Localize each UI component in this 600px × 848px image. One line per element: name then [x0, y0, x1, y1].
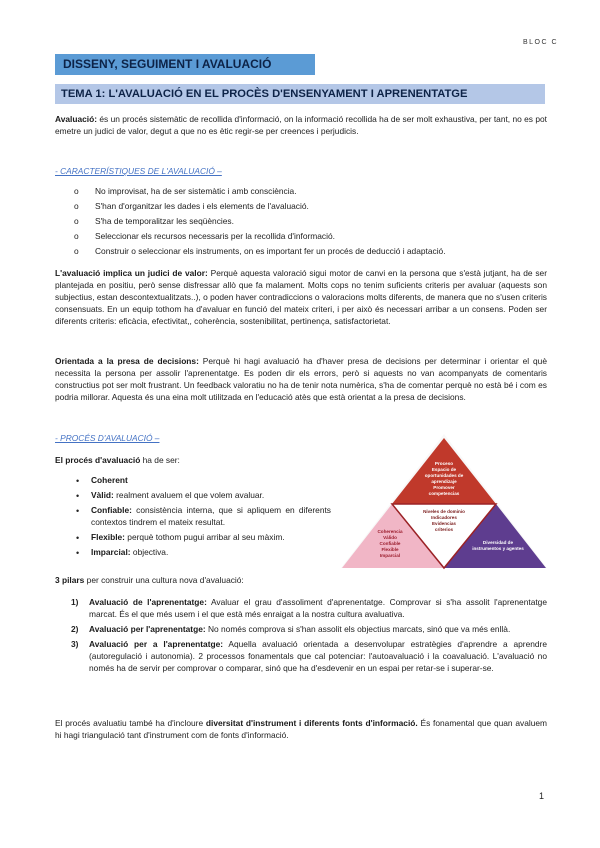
pilars-lead: 3 pilars per construir una cultura nova d'avaluació: — [55, 575, 244, 585]
svg-text:Coherencia: Coherencia — [377, 529, 403, 534]
svg-text:Promover: Promover — [433, 485, 455, 490]
svg-text:Espacio de: Espacio de — [431, 467, 457, 472]
circle-bullet-icon: o — [74, 246, 79, 257]
svg-text:aprendizaje: aprendizaje — [431, 479, 457, 484]
svg-text:Evidencias: Evidencias — [431, 521, 457, 526]
svg-text:Confiable: Confiable — [379, 541, 401, 546]
intro-text: és un procés sistemàtic de recollida d'informació, on la informació recollida ha de ser molt exhaustiva, per tant, no es pot emetre un judici de valor, degut a que no es ètic regir-se per creences i perjudicis. — [55, 114, 547, 136]
evaluation-pyramid-diagram — [338, 432, 550, 572]
svg-text:oportunidades de: oportunidades de — [424, 473, 464, 478]
circle-bullet-icon: o — [74, 231, 79, 242]
list-item: o S'han d'organitzar les dades i els elements de l'avaluació. — [74, 201, 309, 212]
svg-text:criterios: criterios — [434, 527, 454, 532]
pyramid-left-labels — [377, 529, 402, 558]
bloc-label: BLOC C — [522, 39, 558, 46]
list-item: • Flexible: perquè tothom pugui arribar al seu màxim. — [76, 532, 285, 544]
svg-text:Válido: Válido — [383, 535, 397, 540]
orientada-term: Orientada a la presa de decisions: — [55, 356, 199, 366]
judici-paragraph — [55, 268, 547, 328]
intro-paragraph — [55, 114, 547, 138]
intro-term: Avaluació: — [55, 114, 98, 124]
section-heading-caracteristiques: - CARACTERÍSTIQUES DE L'AVALUACIÓ – — [55, 166, 222, 176]
list-item: 3) Avaluació per a l'aprenentatge: Aquella avaluació orientada a desenvolupar estratègies d'aprendre a aprendre (autoregulació i autonomia). 2 processos fonamentals que cal potenciar: l'autoavaluació i la coavaluació. L'avaluació no només ha de servir per comprovar o comparar, sinó que ha d'esdevenir en un espai per retar-se i superar-se. — [71, 638, 547, 673]
page-title: DISSENY, SEGUIMENT I AVALUACIÓ — [55, 54, 315, 75]
circle-bullet-icon: o — [74, 186, 79, 196]
list-item: • Coherent — [76, 475, 128, 486]
bullet-icon: • — [76, 476, 80, 486]
list-item: • Confiable: consistència interna, que si apliquem en diferents contextos tindrem el mateix resultat. — [76, 505, 331, 528]
svg-text:competencias: competencias — [428, 491, 460, 496]
bullet-icon: • — [76, 491, 80, 502]
orientada-text: Perquè hi hagi avaluació ha d'haver presa de decisions per determinar i orientar el què necessita la persona per assolir l'aprenentatge. Es poden dir els errors, però si aquests no van acompanyats de comentaris constructius pot ser molt frustrant. Un feedback valoratiu no ha de tenir nota numèrica, s'ha de comentar perquè no està bé i com es podria millorar. Aquesta és una eina molt utilitzada en l'educació atès que està orientat a la presa de decisions. — [55, 356, 547, 402]
characteristics-list — [74, 186, 544, 262]
bullet-icon: • — [76, 506, 80, 517]
judici-term: L'avaluació implica un judici de valor: — [55, 268, 208, 278]
bullet-icon: • — [76, 548, 80, 559]
svg-text:Indicadores: Indicadores — [431, 515, 457, 520]
list-item: o Construir o seleccionar els instruments, on es important fer un procés de deducció i adaptació. — [74, 246, 446, 257]
svg-text:Diversidad de: Diversidad de — [482, 540, 514, 545]
list-item: o Seleccionar els recursos necessaris per la recollida d'informació. — [74, 231, 335, 242]
list-item: 1) Avaluació de l'aprenentatge: Avaluar el grau d'assoliment d'aprenentatge. Comprovar si s'ha assolit l'aprenentatge marcat. És el que més usem i el que està més enraigat a la nostra cultura avaluativa. — [71, 597, 547, 619]
list-item: • Imparcial: objectiva. — [76, 547, 169, 559]
pilars-list — [55, 597, 547, 678]
svg-text:Proceso: Proceso — [434, 461, 454, 466]
section-heading-proces: - PROCÉS D'AVALUACIÓ – — [55, 433, 160, 443]
closing-paragraph: El procés avaluatiu també ha d'incloure diversitat d'instrument i diferents fonts d'informació. És fonamental que quan avaluem hi hagi triangulació tant d'instrument com de fonts d'informació. — [55, 718, 548, 740]
judici-text: Perquè aquesta valoració sigui motor de canvi en la persona que s'està jutjant, ha de ser plantejada en positiu, però sense disfressar allò que fa malament. Molts cops no tenim suficients criteris per avaluar (aquests son subjectius, estan descontextualitzats..), o poden haver contradiccions o valoracions molts diferents, de manera que no s'usen criteris consensuats. En un equip tothom ha d'avaluar en funció del mateix criteri, i per això és necessari arribar a un consens. Poden ser diferents criteris: eficàcia, efectivitat,, coherència, sostenibilitat, pertinença, satisfactorietat. — [55, 268, 547, 326]
svg-text:Niveles de dominio: Niveles de dominio — [423, 509, 465, 514]
bullet-icon: • — [76, 533, 80, 544]
proces-criteria-list — [55, 475, 331, 562]
proces-lead: El procés d'avaluació ha de ser: — [55, 455, 180, 465]
circle-bullet-icon: o — [74, 216, 79, 227]
orientada-paragraph — [55, 356, 547, 404]
circle-bullet-icon: o — [74, 201, 79, 212]
list-item: • Vàlid: realment avaluem el que volem avaluar. — [76, 490, 265, 502]
list-item: o S'ha de temporalitzar les seqüències. — [74, 216, 234, 227]
svg-text:Flexible: Flexible — [381, 547, 399, 552]
topic-title: TEMA 1: L'AVALUACIÓ EN EL PROCÈS D'ENSENYAMENT I APRENENTATGE — [55, 84, 545, 104]
list-item: 2) Avaluació per l'aprenentatge: No només comprova si s'han assolit els objectius marcats, sinó que va més enllà. — [71, 623, 511, 634]
page-number: 1 — [538, 791, 544, 801]
list-item: o No improvisat, ha de ser sistemàtic i amb consciència. — [74, 186, 297, 196]
svg-text:Imparcial: Imparcial — [379, 553, 401, 558]
svg-text:instrumentos y agentes: instrumentos y agentes — [472, 546, 524, 551]
